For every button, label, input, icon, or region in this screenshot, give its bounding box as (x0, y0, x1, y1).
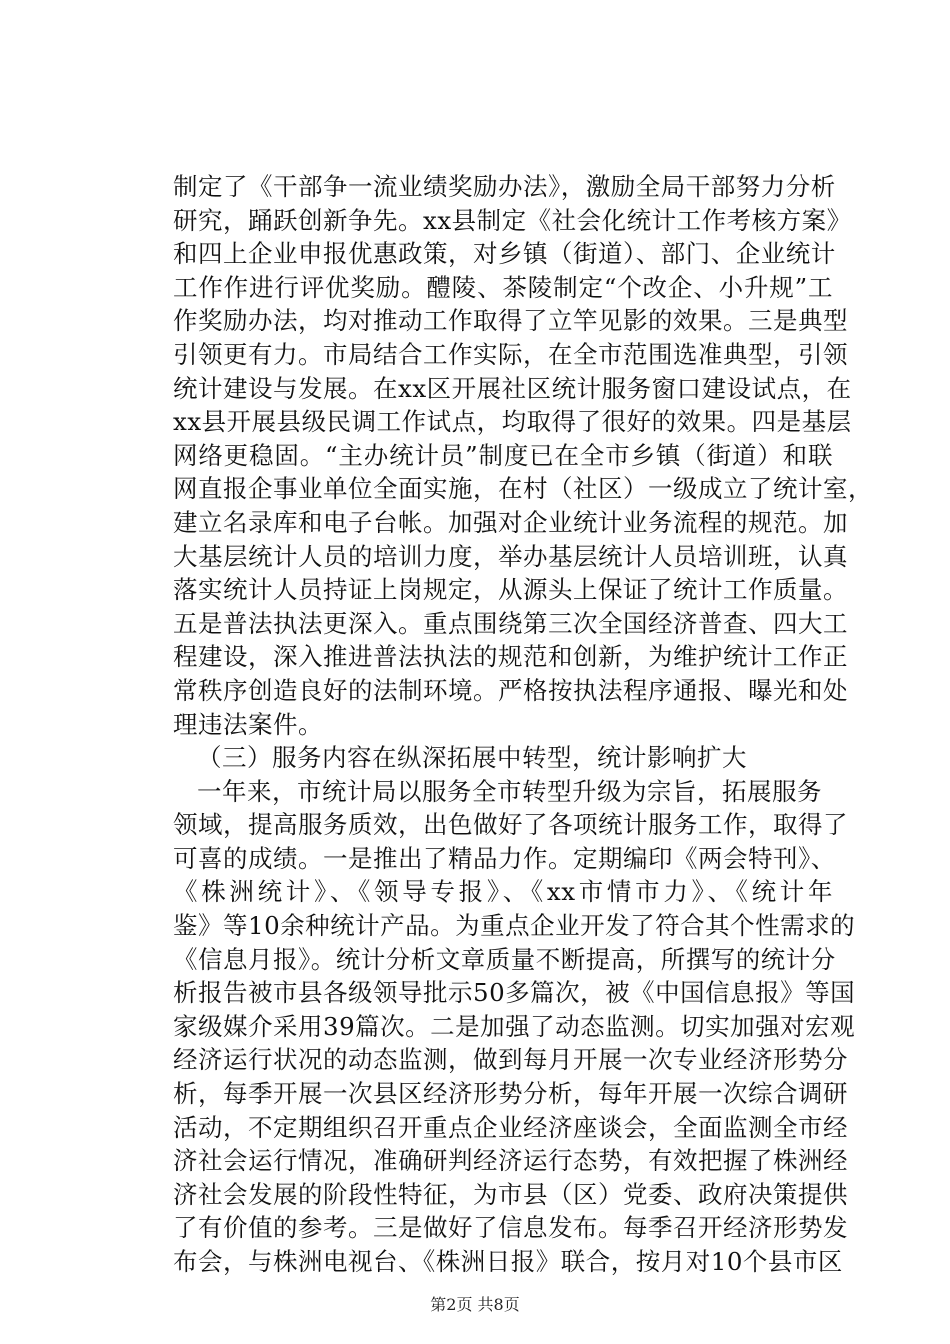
text-line: 领域，提高服务质效，出色做好了各项统计服务工作，取得了 (173, 810, 848, 840)
text-line: 和四上企业申报优惠政策，对乡镇（街道）、部门、企业统计 (173, 239, 836, 269)
text-line: 经济运行状况的动态监测，做到每月开展一次专业经济形势分 (173, 1045, 848, 1075)
text-line: 析，每季开展一次县区经济形势分析，每年开展一次综合调研 (173, 1079, 848, 1109)
page-number-footer: 第2页 共8页 (430, 1295, 520, 1314)
text-line: 建立名录库和电子台帐。加强对企业统计业务流程的规范。加 (173, 507, 848, 537)
paragraph-first-line: 一年来，市统计局以服务全市转型升级为宗旨，拓展服务 (197, 776, 822, 806)
text-line: 引领更有力。市局结合工作实际，在全市范围选准典型，引领 (173, 339, 848, 369)
text-line: xx县开展县级民调工作试点，均取得了很好的效果。四是基层 (173, 407, 852, 437)
text-line: 五是普法执法更深入。重点围绕第三次全国经济普查、四大工 (173, 608, 848, 638)
body-text (173, 170, 873, 1279)
text-line: 统计建设与发展。在xx区开展社区统计服务窗口建设试点，在 (173, 373, 852, 403)
text-line: 布会，与株洲电视台、《株洲日报》联合，按月对10个县市区 (173, 1247, 843, 1276)
text-line: 鉴》等10余种统计产品。为重点企业开发了符合其个性需求的 (173, 911, 856, 941)
text-line: 济社会运行情况，准确研判经济运行态势，有效把握了株洲经 (173, 1146, 848, 1176)
text-line: 家级媒介采用39篇次。二是加强了动态监测。切实加强对宏观 (173, 1011, 856, 1041)
text-line: 大基层统计人员的培训力度，举办基层统计人员培训班，认真 (173, 541, 848, 571)
text-line: 工作作进行评优奖励。醴陵、茶陵制定“个改企、小升规”工 (173, 272, 833, 302)
text-line: 作奖励办法，均对推动工作取得了立竿见影的效果。三是典型 (173, 306, 848, 336)
text-line: 《株洲统计》、《领导专报》、《xx市情市力》、《统计年 (173, 877, 833, 907)
text-line: 网络更稳固。“主办统计员”制度已在全市乡镇（街道）和联 (173, 440, 833, 470)
text-line: 制定了《干部争一流业绩奖励办法》，激励全局干部努力分析 (173, 172, 836, 201)
section-heading: （三）服务内容在纵深拓展中转型，统计影响扩大 (197, 743, 747, 773)
text-line: 常秩序创造良好的法制环境。严格按执法程序通报、曝光和处 (173, 675, 848, 705)
text-line: 程建设，深入推进普法执法的规范和创新，为维护统计工作正 (173, 642, 848, 672)
text-line: 析报告被市县各级领导批示50多篇次，被《中国信息报》等国 (173, 978, 856, 1008)
text-line: 《信息月报》。统计分析文章质量不断提高，所撰写的统计分 (173, 944, 836, 974)
text-line: 理违法案件。 (173, 709, 323, 739)
text-line: 研究，踊跃创新争先。xx县制定《社会化统计工作考核方案》 (173, 205, 852, 235)
text-line: 落实统计人员持证上岗规定，从源头上保证了统计工作质量。 (173, 575, 848, 605)
text-line: 济社会发展的阶段性特征，为市县（区）党委、政府决策提供 (173, 1179, 848, 1209)
text-line: 网直报企事业单位全面实施，在村（社区）一级成立了统计室， (173, 474, 873, 504)
text-line: 活动，不定期组织召开重点企业经济座谈会，全面监测全市经 (173, 1112, 848, 1142)
text-line: 可喜的成绩。一是推出了精品力作。定期编印《两会特刊》、 (173, 843, 836, 873)
text-line: 了有价值的参考。三是做好了信息发布。每季召开经济形势发 (173, 1213, 848, 1243)
